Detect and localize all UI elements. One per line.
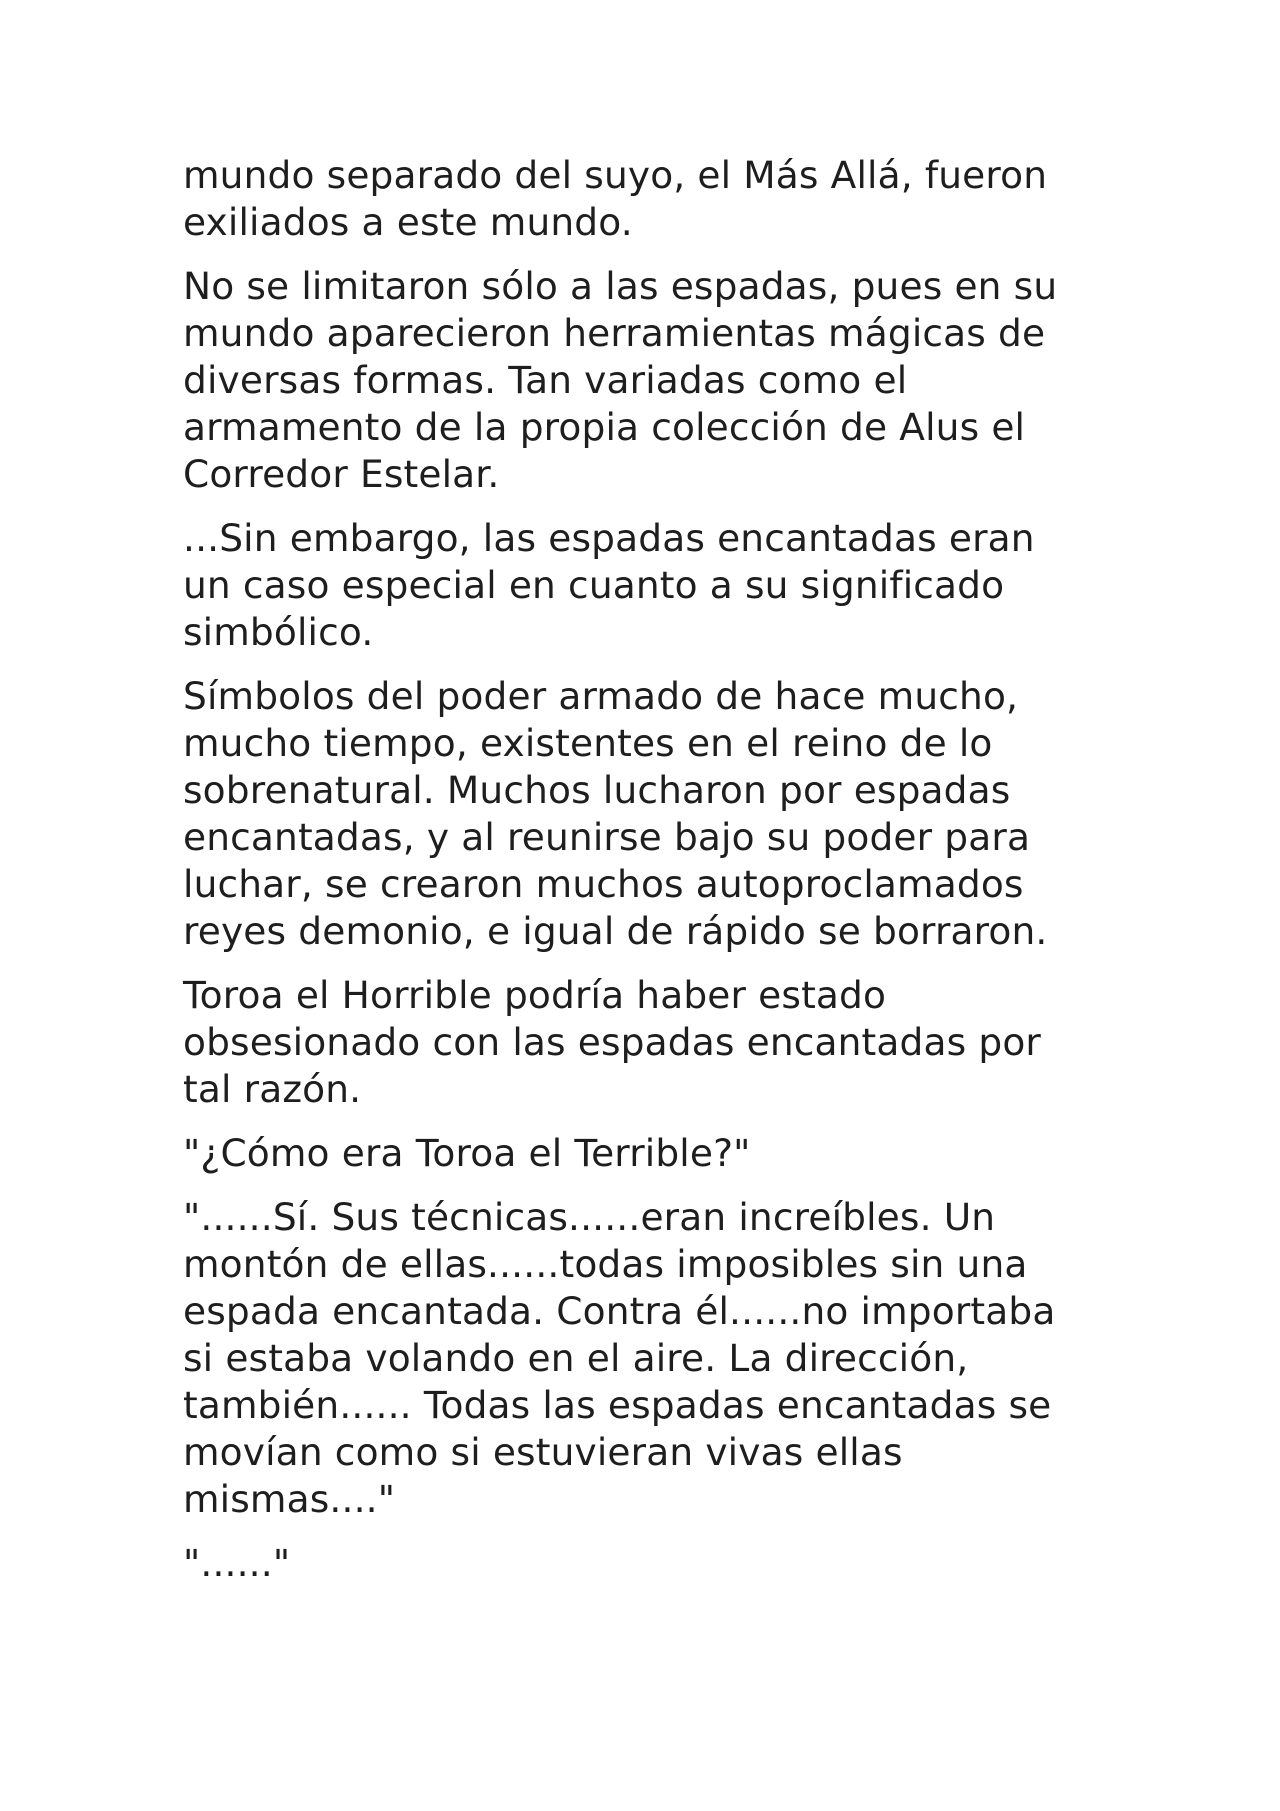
paragraph: Toroa el Horrible podría haber estado obsesionado con las espadas encantadas por tal razón. [183, 973, 1041, 1111]
paragraph: "......" [183, 1541, 291, 1585]
paragraph: Símbolos del poder armado de hace mucho, mucho tiempo, existentes en el reino de lo sobrenatural. Muchos lucharon por espadas encantadas, y al reunirse bajo su poder para luchar, se crearon muchos autoproclamados reyes demonio, e igual de rápido se borraron. [183, 674, 1048, 953]
body-text [183, 152, 1113, 1604]
paragraph: mundo separado del suyo, el Más Allá, fueron exiliados a este mundo. [183, 153, 1048, 244]
paragraph: "¿Cómo era Toroa el Terrible?" [183, 1131, 751, 1175]
paragraph: No se limitaron sólo a las espadas, pues en su mundo aparecieron herramientas mágicas de diversas formas. Tan variadas como el armamento de la propia colección de Alus el Corredor Estelar. [183, 264, 1058, 496]
paragraph: ...Sin embargo, las espadas encantadas eran un caso especial en cuanto a su significado simbólico. [183, 516, 1035, 654]
paragraph: "......Sí. Sus técnicas......eran increíbles. Un montón de ellas......todas imposibles sin una espada encantada. Contra él......no importaba si estaba volando en el aire. La dirección, también...... Todas las espadas encantadas se movían como si estuvieran vivas ellas mismas...." [183, 1195, 1056, 1521]
